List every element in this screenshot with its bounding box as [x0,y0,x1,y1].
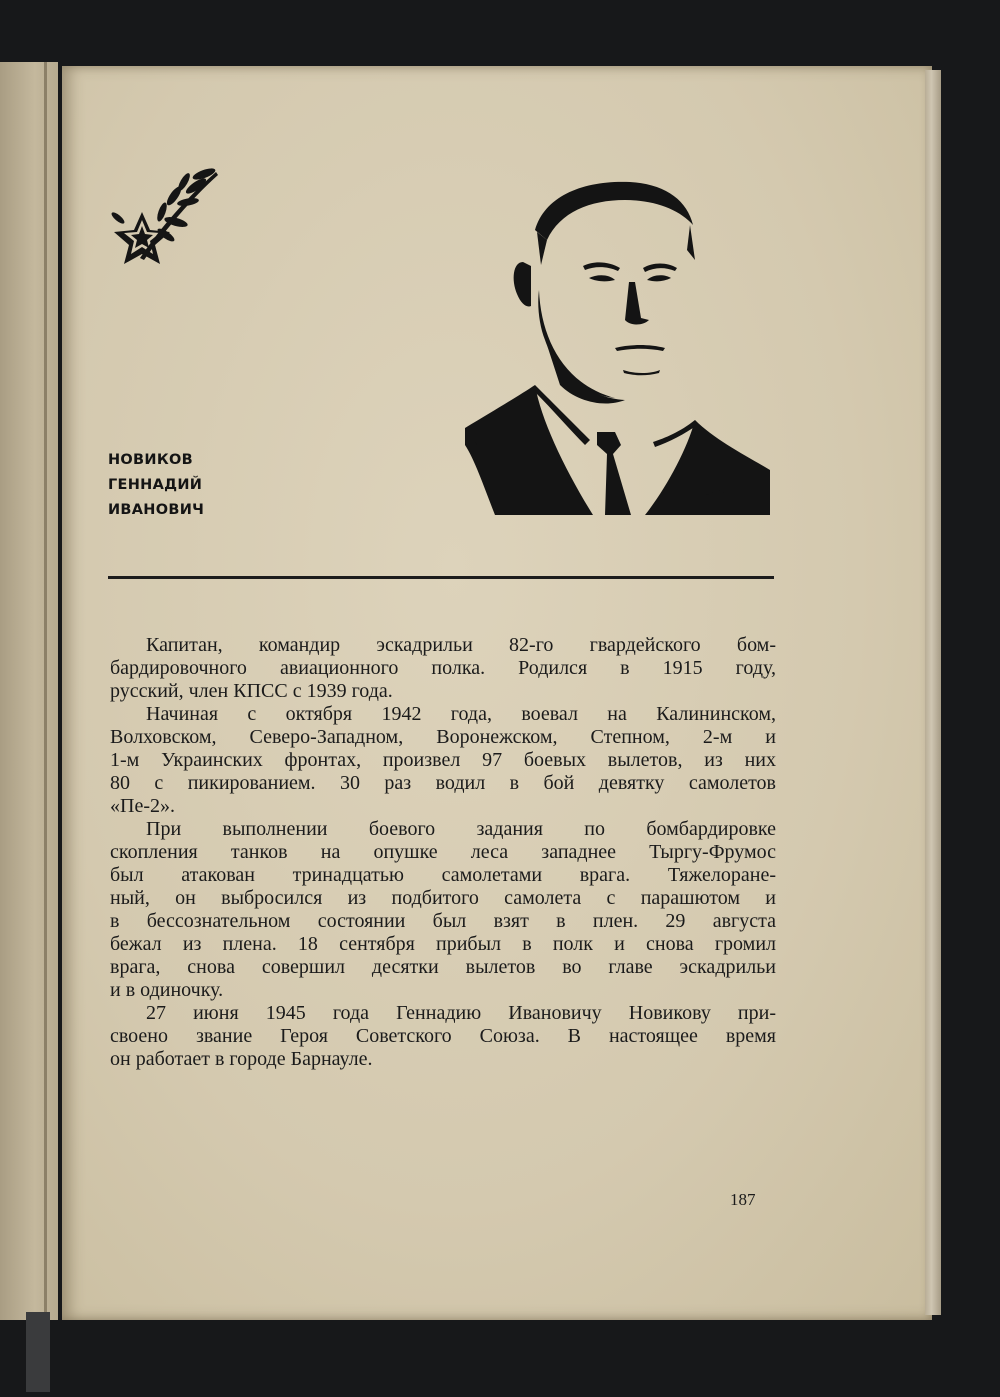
text-line: своено звание Героя Советского Союза. В настоящее время [110,1025,776,1047]
spine-strip [26,1312,50,1392]
first-name: ГЕННАДИЙ [108,477,203,493]
text-line: При выполнении боевого задания по бомбардировке [146,818,776,840]
horizontal-rule [108,576,774,579]
text-line: врага, снова совершил десятки вылетов во главе эскадрильи [110,956,776,978]
text-line: 80 с пикированием. 30 раз водил в бой девятку самолетов [110,772,776,794]
surname: НОВИКОВ [108,452,193,468]
text-line: бежал из плена. 18 сентября прибыл в полк и снова громил [110,933,776,955]
page-stack-edge [925,70,941,1315]
text-line: Волховском, Северо-Западном, Воронежском, Степном, 2-м и [110,726,776,748]
text-line: бардировочного авиационного полка. Родился в 1915 году, [110,657,776,679]
text-line: «Пе-2». [110,795,175,817]
text-line: он работает в городе Барнауле. [110,1048,373,1070]
person-name [108,448,204,523]
text-line: был атакован тринадцатью самолетами врага. Тяжелоране- [110,864,776,886]
binding-line [44,62,47,1312]
left-page-edge [0,62,58,1320]
text-line: скопления танков на опушке леса западнее Тыргу-Фрумос [110,841,776,863]
text-line: Начиная с октября 1942 года, воевал на Калининском, [146,703,776,725]
patronymic: ИВАНОВИЧ [108,502,205,518]
text-line: 1-м Украинских фронтах, произвел 97 боевых вылетов, из них [110,749,776,771]
text-line: в бессознательном состоянии был взят в плен. 29 августа [110,910,776,932]
portrait-drawing [465,170,770,515]
star-with-laurel-branch-icon [104,160,224,270]
biography-text [110,634,776,1071]
text-line: Капитан, командир эскадрильи 82-го гвардейского бом- [146,634,776,656]
text-line: и в одиночку. [110,979,224,1001]
text-line: 27 июня 1945 года Геннадию Ивановичу Новикову при- [146,1002,776,1024]
text-line: русский, член КПСС с 1939 года. [110,680,393,702]
text-line: ный, он выбросился из подбитого самолета с парашютом и [110,887,776,909]
page-number: 187 [730,1190,756,1209]
